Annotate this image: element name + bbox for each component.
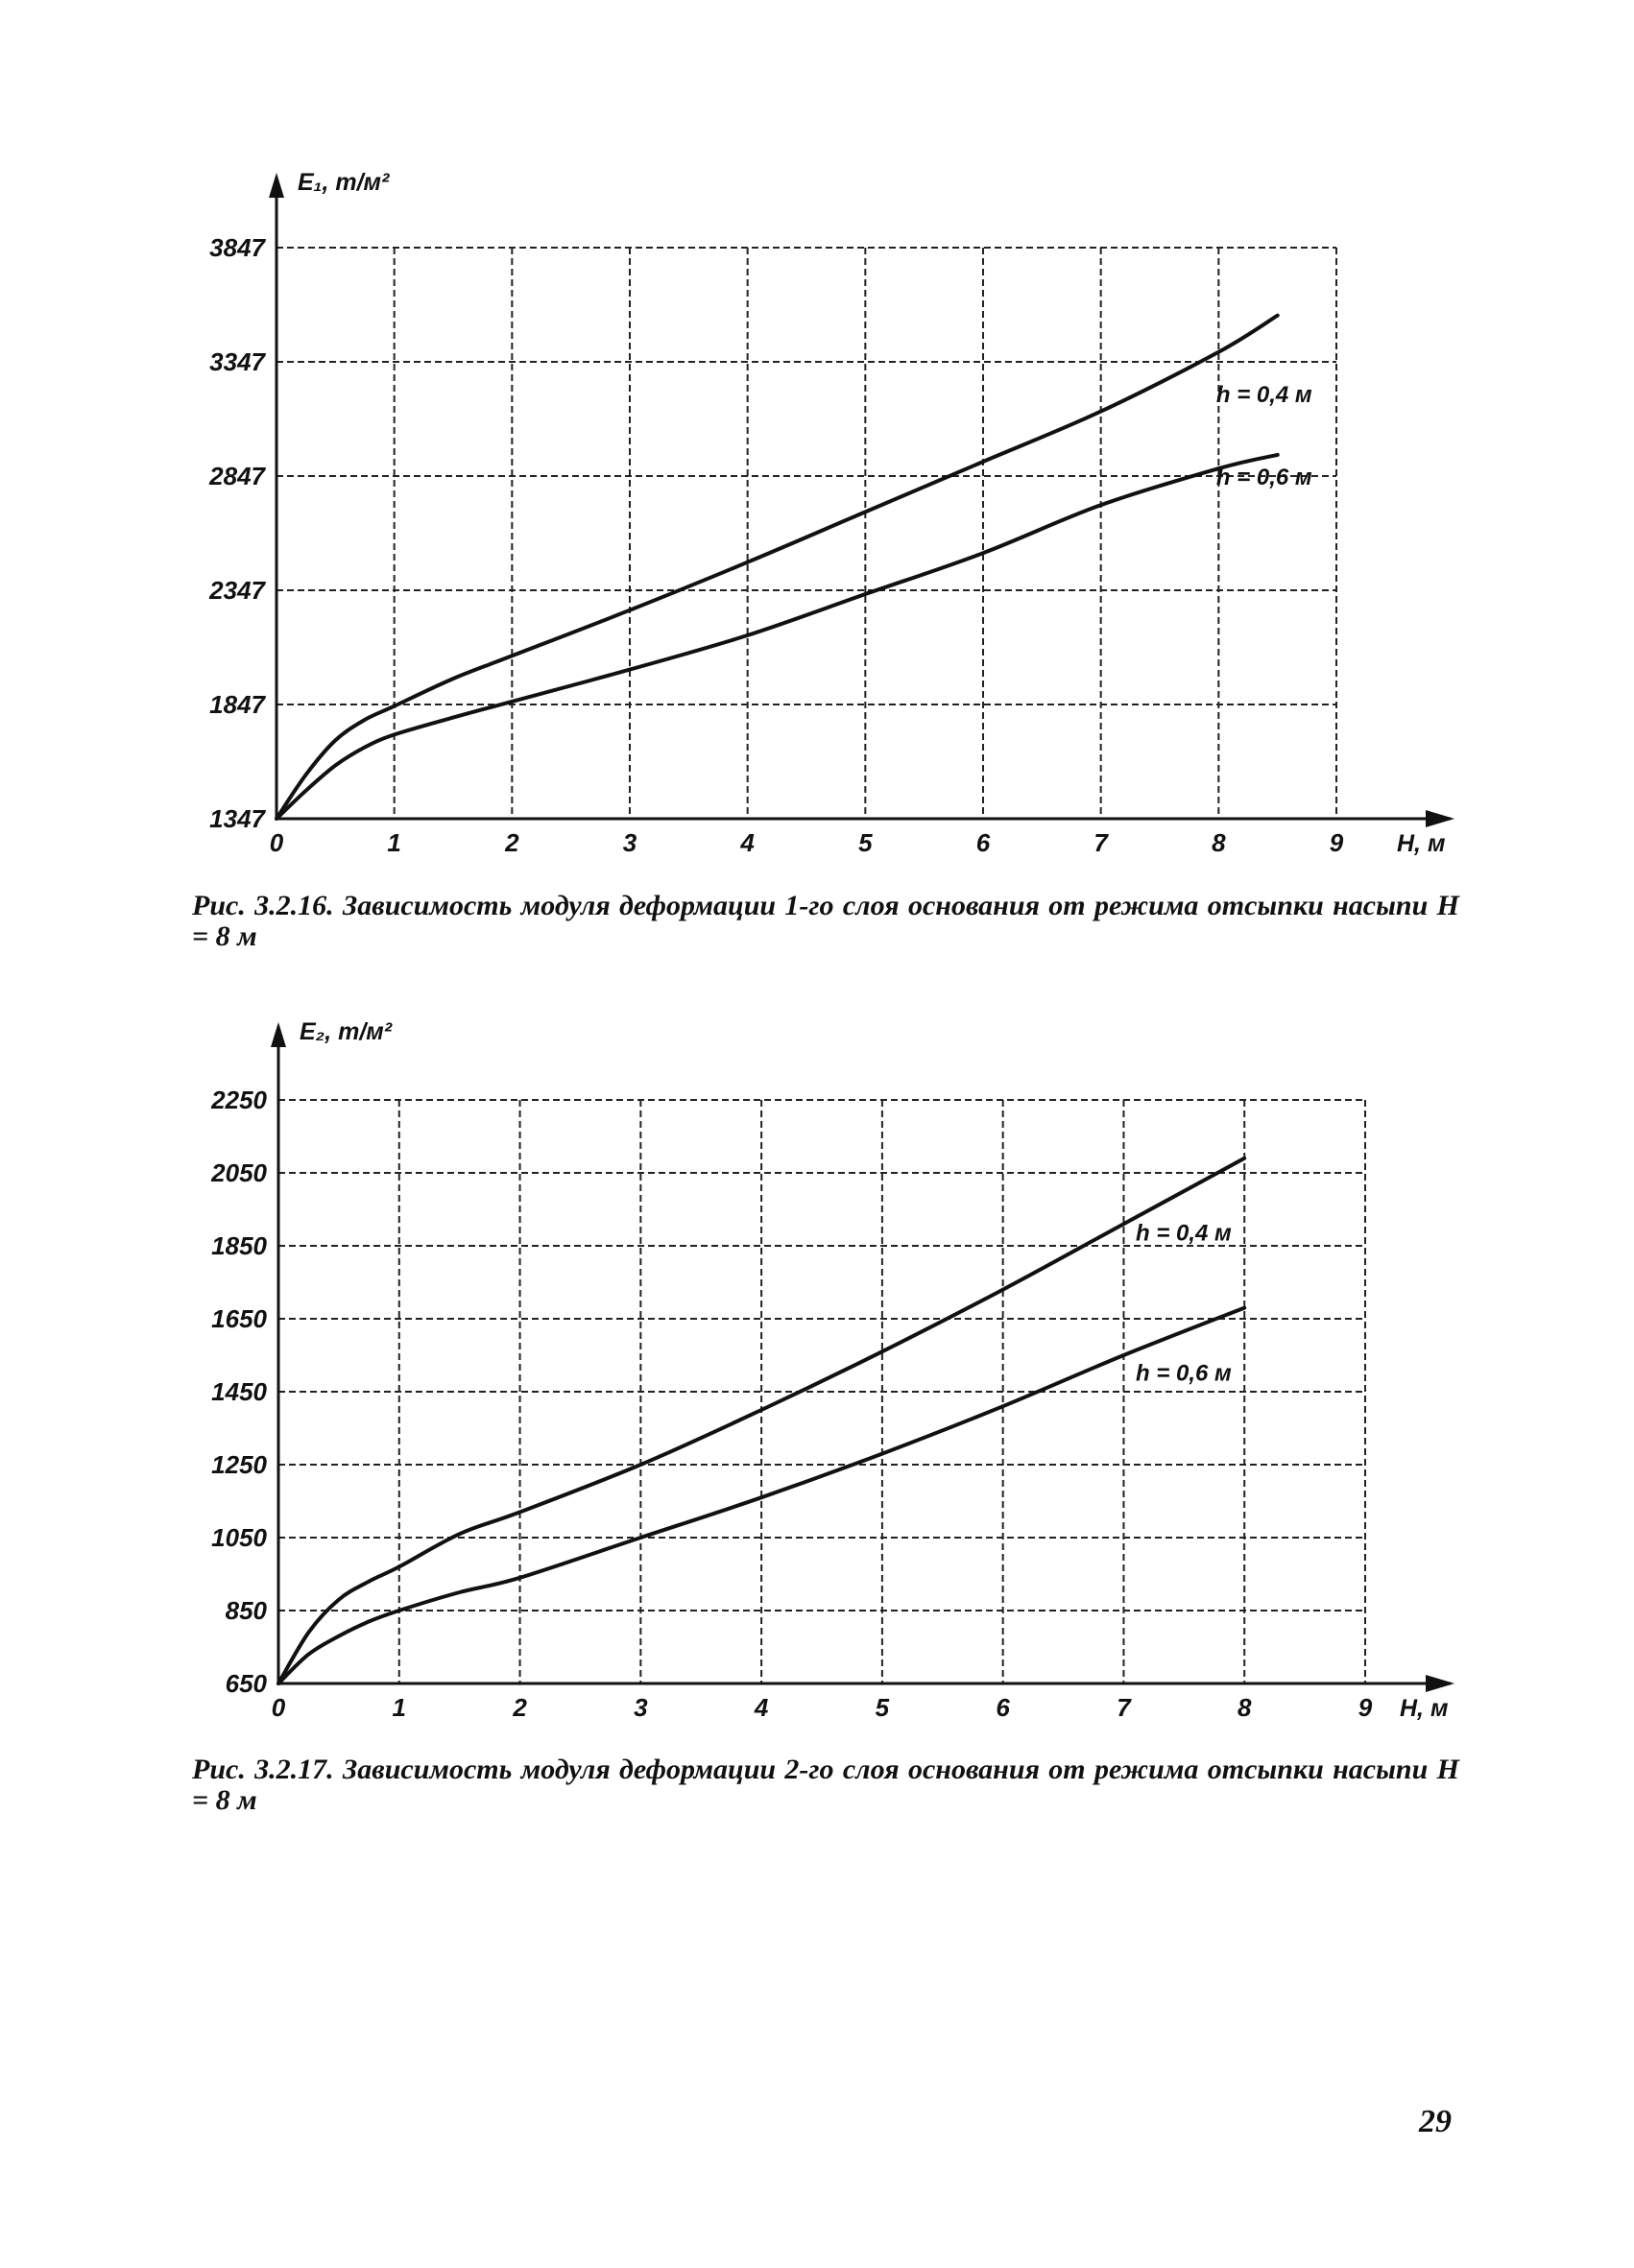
c2-y-tick-1050: 1050 bbox=[211, 1523, 267, 1552]
chart-e2 bbox=[0, 998, 1634, 1722]
c1-y-tick-2347: 2347 bbox=[209, 576, 265, 605]
figure-caption-3-2-16: Рис. 3.2.16. Зависимость модуля деформации 1-го слоя основания от режима отсыпки насыпи H = 8 м bbox=[192, 890, 1459, 952]
c2-x-tick-5: 5 bbox=[875, 1693, 890, 1722]
chart-e1-svg bbox=[0, 144, 1634, 864]
c1-y-tick-3347: 3347 bbox=[209, 347, 265, 376]
c1-y-tick-1347: 1347 bbox=[209, 804, 265, 833]
c2-x-tick-9: 9 bbox=[1358, 1693, 1373, 1722]
c2-x-tick-3: 3 bbox=[634, 1693, 648, 1722]
c2-x-tick-7: 7 bbox=[1117, 1693, 1131, 1722]
c1-y-axis-arrow bbox=[269, 173, 284, 198]
c1-series-h04-line bbox=[276, 316, 1278, 819]
c1-x-axis-arrow bbox=[1426, 810, 1454, 827]
c2-label-h06: h = 0,6 м bbox=[1136, 1360, 1232, 1387]
c2-x-tick-2: 2 bbox=[513, 1693, 527, 1722]
c1-x-tick-1: 1 bbox=[387, 828, 401, 857]
c2-y-tick-1650: 1650 bbox=[211, 1304, 267, 1333]
c2-y-axis-arrow bbox=[271, 1022, 286, 1047]
c1-y-axis-title: E₁, т/м² bbox=[298, 169, 390, 196]
c1-series-h06-line bbox=[276, 455, 1278, 819]
c1-x-tick-7: 7 bbox=[1093, 828, 1108, 857]
c2-x-axis-title: H, м bbox=[1400, 1695, 1449, 1722]
c2-x-tick-6: 6 bbox=[996, 1693, 1010, 1722]
c2-y-tick-850: 850 bbox=[225, 1596, 267, 1625]
c2-x-tick-8: 8 bbox=[1237, 1693, 1252, 1722]
c2-y-tick-650: 650 bbox=[225, 1669, 267, 1698]
c2-x-tick-1: 1 bbox=[392, 1693, 407, 1722]
c2-x-axis-arrow bbox=[1426, 1675, 1454, 1692]
c1-x-tick-2: 2 bbox=[505, 828, 519, 857]
c1-x-tick-3: 3 bbox=[622, 828, 637, 857]
c2-y-tick-1850: 1850 bbox=[211, 1231, 267, 1260]
page-number: 29 bbox=[1419, 2104, 1452, 2139]
figure-caption-3-2-17: Рис. 3.2.17. Зависимость модуля деформации 2-го слоя основания от режима отсыпки насыпи H = 8 м bbox=[192, 1754, 1459, 1816]
c1-y-tick-2847: 2847 bbox=[209, 462, 265, 490]
c1-x-tick-0: 0 bbox=[269, 828, 284, 857]
c1-x-tick-5: 5 bbox=[858, 828, 873, 857]
c1-x-tick-4: 4 bbox=[740, 828, 755, 857]
c1-y-tick-3847: 3847 bbox=[209, 233, 265, 262]
c2-y-tick-2050: 2050 bbox=[211, 1158, 267, 1187]
c1-x-tick-8: 8 bbox=[1212, 828, 1226, 857]
c1-x-tick-9: 9 bbox=[1329, 828, 1344, 857]
c2-x-tick-0: 0 bbox=[271, 1693, 286, 1722]
c2-y-tick-1450: 1450 bbox=[211, 1377, 267, 1406]
c1-x-axis-title: H, м bbox=[1397, 830, 1446, 857]
c2-label-h04: h = 0,4 м bbox=[1136, 1220, 1232, 1247]
c1-y-tick-1847: 1847 bbox=[209, 690, 265, 719]
c2-y-axis-title: E₂, т/м² bbox=[300, 1018, 393, 1045]
c1-label-h04: h = 0,4 м bbox=[1215, 382, 1312, 409]
chart-e2-svg bbox=[0, 998, 1634, 1722]
c2-x-tick-4: 4 bbox=[754, 1693, 769, 1722]
chart-e1 bbox=[0, 144, 1634, 864]
c2-y-tick-1250: 1250 bbox=[211, 1450, 267, 1479]
c2-y-tick-2250: 2250 bbox=[211, 1086, 267, 1114]
c1-label-h06: h = 0,6 м bbox=[1215, 464, 1312, 490]
c1-x-tick-6: 6 bbox=[975, 828, 991, 857]
